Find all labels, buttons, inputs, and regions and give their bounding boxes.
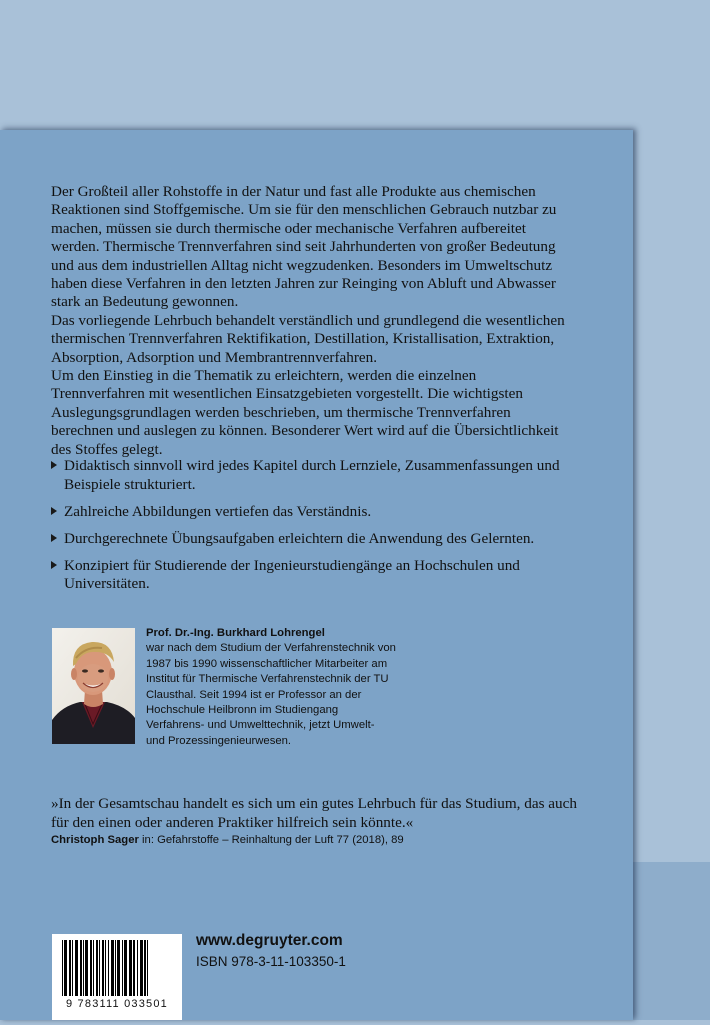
barcode-bar	[108, 940, 109, 996]
review-quote	[51, 794, 591, 848]
intro-paragraph-1: Der Großteil aller Rohstoffe in der Natur und fast alle Produkte aus chemischen Reaktionen sind Stoffgemische. Um sie für den menschlichen Gebrauch nutzbar zu machen, müssen sie durch thermische oder mechanische Verfahren aufbereitet werden. Thermische Trennverfahren sind seit Jahrhunderten von großer Bedeutung und aus dem industriellen Alltag nicht wegzudenken. Besonders im Umweltschutz haben diese Verfahren in den letzten Jahren zur Reinging von Abluft und Abwasser stark an Bedeutung gewonnen.	[51, 183, 557, 311]
publisher-info	[196, 931, 346, 972]
barcode-bar	[96, 940, 98, 996]
quote-text: »In der Gesamtschau handelt es sich um ein gutes Lehrbuch für das Studium, das auch für den einen oder anderen Praktiker hilfreich sein könnte.«	[51, 795, 577, 831]
barcode-bar	[72, 940, 73, 996]
barcode-digits: 9 783111 033501	[65, 998, 168, 1010]
publisher-url[interactable]: www.degruyter.com	[196, 932, 343, 949]
feature-list	[51, 457, 571, 602]
barcode-bar	[129, 940, 132, 996]
intro-text	[51, 183, 571, 459]
bullet-triangle-icon	[51, 507, 57, 515]
barcode-bar	[90, 940, 92, 996]
barcode-bar	[105, 940, 106, 996]
barcode-bar	[102, 940, 104, 996]
feature-text: Durchgerechnete Übungsaufgaben erleichtern die Anwendung des Gelernten.	[64, 529, 535, 547]
barcode-bar	[124, 940, 127, 996]
barcode-bar	[115, 940, 116, 996]
barcode-bar	[133, 940, 135, 996]
barcode-bar	[75, 940, 78, 996]
bullet-triangle-icon	[51, 534, 57, 542]
barcode-bar	[80, 940, 82, 996]
quote-source	[51, 833, 591, 848]
barcode-bar	[83, 940, 84, 996]
intro-paragraph-2: Das vorliegende Lehrbuch behandelt verständlich und grundlegend die wesentlichen thermischen Trennverfahren Rektifikation, Destillation, Kristallisation, Extraktion, Absorption, Adsorption und Membrantrennverfahren.	[51, 311, 565, 366]
feature-item	[51, 503, 571, 522]
author-photo	[52, 628, 135, 744]
bullet-triangle-icon	[51, 561, 57, 569]
barcode-bar	[147, 940, 148, 996]
feature-item	[51, 457, 571, 494]
barcode-bar	[117, 940, 120, 996]
isbn: ISBN 978-3-11-103350-1	[196, 954, 346, 969]
barcode-bar	[64, 940, 67, 996]
barcode-bar	[137, 940, 138, 996]
barcode-bar	[69, 940, 71, 996]
quote-source-name: Christoph Sager	[51, 834, 139, 846]
bullet-triangle-icon	[51, 461, 57, 469]
barcode	[52, 934, 182, 1020]
author-name: Prof. Dr.-Ing. Burkhard Lohrengel	[146, 627, 325, 639]
barcode-bar	[62, 940, 63, 996]
feature-text: Zahlreiche Abbildungen vertiefen das Verständnis.	[64, 502, 372, 520]
intro-paragraph-3: Um den Einstieg in die Thematik zu erleichtern, werden die einzelnen Trennverfahren mit wesentlichen Einsatzgebieten vorgestellt. Die wichtigsten Auslegungsgrundlagen werden beschrieben, um thermische Trennverfahren berechnen und auslegen zu können. Besonderer Wert wird auf die Übersichtlichkeit des Stoffes gelegt.	[51, 367, 559, 458]
author-info	[146, 626, 396, 749]
barcode-bar	[144, 940, 146, 996]
author-bio: war nach dem Studium der Verfahrenstechnik von 1987 bis 1990 wissenschaftlicher Mitarbeiter am Institut für Thermische Verfahrenstechnik der TU Clausthal. Seit 1994 ist er Professor an der Hochschule Heilbronn im Studiengang Verfahrens- und Umwelttechnik, jetzt Umwelt- und Prozessingenieurwesen.	[146, 642, 396, 747]
book-back-cover	[0, 130, 633, 1020]
barcode-bar	[99, 940, 100, 996]
barcode-bar	[140, 940, 143, 996]
feature-text: Didaktisch sinnvoll wird jedes Kapitel durch Lernziele, Zusammenfassungen und Beispiele strukturiert.	[64, 457, 560, 493]
barcode-bar	[85, 940, 88, 996]
quote-source-reference: in: Gefahrstoffe – Reinhaltung der Luft 77 (2018), 89	[138, 834, 404, 846]
feature-item	[51, 557, 571, 594]
feature-text: Konzipiert für Studierende der Ingenieurstudiengänge an Hochschulen und Universitäten.	[64, 556, 520, 592]
barcode-bar	[122, 940, 123, 996]
barcode-bar	[93, 940, 94, 996]
barcode-bar	[111, 940, 114, 996]
feature-item	[51, 530, 571, 549]
author-portrait-image	[52, 628, 135, 744]
